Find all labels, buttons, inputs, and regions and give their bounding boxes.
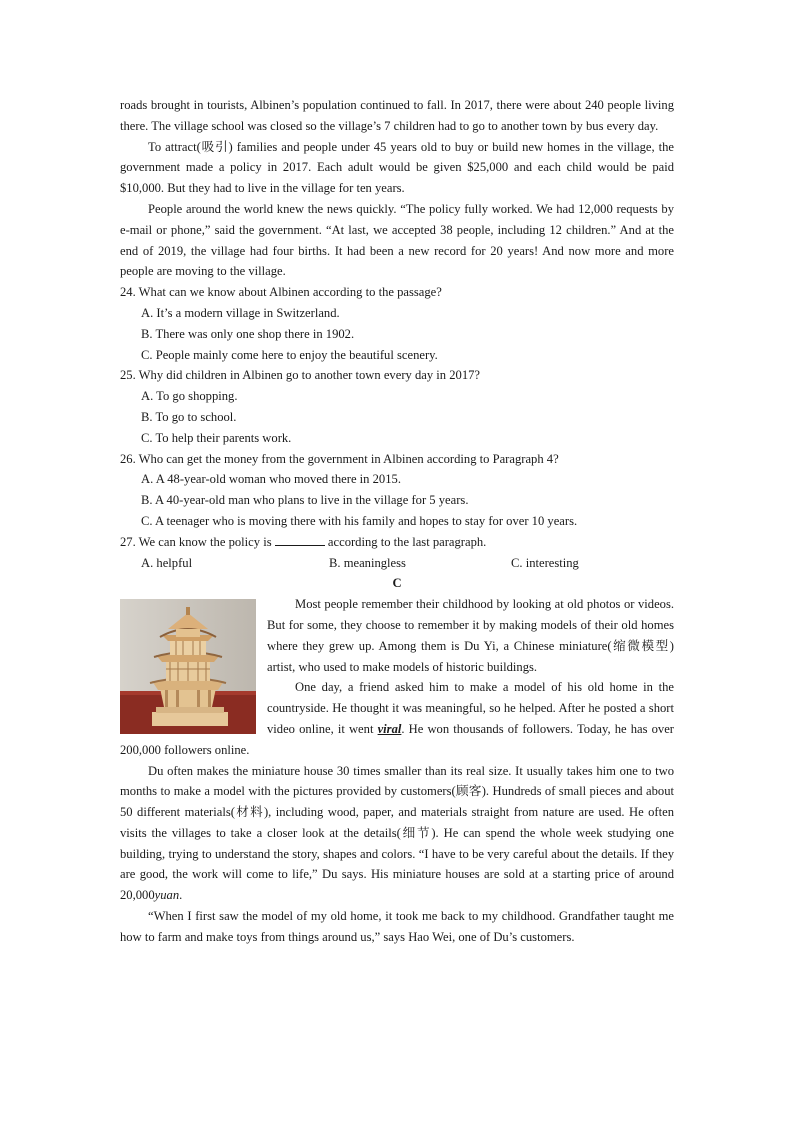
option-a: A. It’s a modern village in Switzerland.	[141, 305, 340, 320]
question-24	[120, 282, 674, 365]
p2-after: . He won thousands of followers. Today, he has over 200,000 followers online.	[120, 721, 674, 757]
stem-before: 27. We can know the policy is	[120, 534, 272, 549]
question-26	[120, 449, 674, 532]
p2-before: One day, a friend asked him to make a model of his old home in the countryside. He thought it was meaningful, so he helped. After he posted a short video online, it went	[267, 680, 674, 736]
passage-b-paragraph-1: roads brought in tourists, Albinen’s population continued to fall. In 2017, there were about 240 people living there. The village school was closed so the village’s 7 children had to go to another town by bus every day.	[120, 98, 674, 133]
option-a: A. A 48-year-old woman who moved there in 2015.	[141, 472, 401, 487]
question-25	[120, 365, 674, 448]
question-stem: 25. Why did children in Albinen go to another town every day in 2017?	[120, 368, 481, 383]
passage-c-paragraph-4: “When I first saw the model of my old home, it took me back to my childhood. Grandfather taught me how to farm and make toys from things around us,” says Hao Wei, one of Du’s customers.	[120, 909, 674, 944]
question-27	[120, 532, 674, 574]
viral-word: viral	[377, 721, 402, 736]
option-c: C. People mainly come here to enjoy the beautiful scenery.	[141, 347, 438, 362]
option-a: A. To go shopping.	[141, 389, 238, 404]
question-stem: 24. What can we know about Albinen according to the passage?	[120, 285, 442, 300]
option-b: B. meaningless	[329, 555, 406, 570]
passage-c-heading: C	[392, 576, 402, 591]
p3-after: .	[179, 888, 183, 903]
passage-c-paragraph-3	[120, 761, 674, 907]
answer-blank	[275, 533, 325, 546]
option-c: C. A teenager who is moving there with his family and hopes to stay for over 10 years.	[141, 513, 578, 528]
stem-after: according to the last paragraph.	[327, 534, 487, 549]
option-c: C. interesting	[511, 555, 579, 570]
question-stem	[120, 532, 674, 553]
options-row	[141, 553, 674, 574]
yuan-word: yuan	[154, 888, 180, 903]
p3-before: Du often makes the miniature house 30 times smaller than its real size. It usually takes him one to two months to make a model with the pictures provided by customers(顾客). Hundreds of small pieces and about 50 different materials(材料), including wood, paper, and materials straight from nature are used. He often visits the villages to take a closer look at the details(细节). He can spend the whole week studying one building, trying to understand the story, shapes and colors. “I have to be very careful about the details. If they are good, the work will come to life,” Du says. His miniature houses are sold at a starting price of around 20,000	[120, 763, 674, 903]
option-c: C. To help their parents work.	[141, 430, 292, 445]
option-b: B. There was only one shop there in 1902.	[141, 326, 355, 341]
option-a: A. helpful	[141, 555, 193, 570]
option-b: B. To go to school.	[141, 409, 237, 424]
pavilion-model-photo	[120, 599, 256, 734]
option-b: B. A 40-year-old man who plans to live in the village for 5 years.	[141, 493, 469, 508]
miniature-pavilion-model-icon	[120, 599, 256, 734]
passage-b-paragraph-3: People around the world knew the news quickly. “The policy fully worked. We had 12,000 requests by e-mail or phone,” said the government. “At last, we accepted 38 people, including 12 children.” And at the end of 2019, the village had four births. It had been a new record for 20 years! And now more and more people are moving to the village.	[120, 201, 674, 279]
document-page	[120, 95, 674, 948]
passage-c-paragraph-1: Most people remember their childhood by looking at old photos or videos. But for some, they choose to remember it by making models of their old homes where they grew up. Among them is Du Yi, a Chinese miniature(缩微模型) artist, who used to make models of historic buildings.	[267, 597, 674, 674]
passage-b-paragraph-2: To attract(吸引) families and people under 45 years old to buy or build new homes in the village, the government made a policy in 2017. Each adult would be given $25,000 and each child would be paid $10,000. But they had to live in the village for ten years.	[120, 139, 674, 196]
question-stem: 26. Who can get the money from the government in Albinen according to Paragraph 4?	[120, 451, 559, 466]
